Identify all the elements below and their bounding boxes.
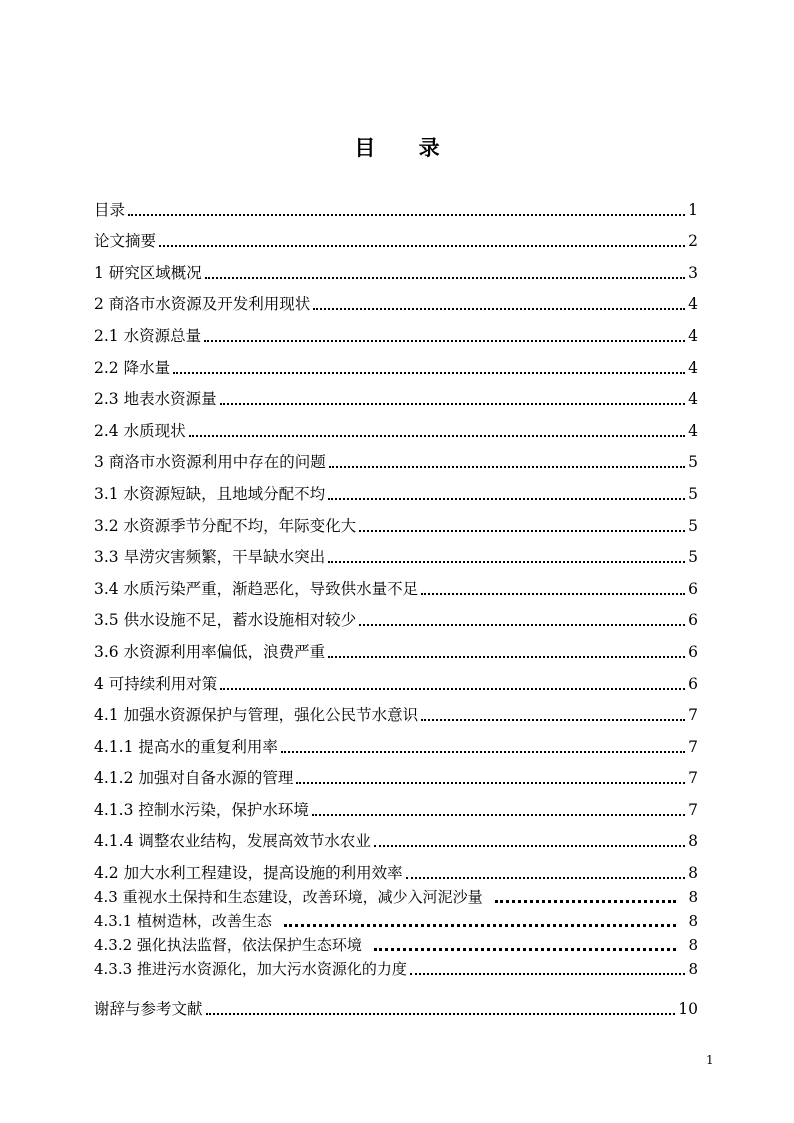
toc-entry[interactable] [94, 662, 698, 694]
toc-leader-dots [159, 245, 685, 247]
toc-leader-dots [281, 751, 685, 753]
toc-entry-label: 3.5 供水设施不足，蓄水设施相对较少 [94, 611, 357, 630]
toc-entry[interactable] [94, 409, 698, 441]
toc-entry-page: 4 [688, 358, 698, 377]
toc-entry-label: 3.6 水资源利用率偏低，浪费严重 [94, 642, 326, 661]
toc-entry-label: 4.1 加强水资源保护与管理，强化公民节水意识 [94, 706, 419, 725]
toc-leader-dots [189, 435, 685, 437]
toc-entry-label: 2.1 水资源总量 [94, 326, 202, 345]
toc-entry-label: 4.1.2 加强对自备水源的管理 [94, 769, 294, 788]
toc-entry-label: 3.1 水资源短缺，且地域分配不均 [94, 484, 326, 503]
toc-entry[interactable] [94, 220, 698, 252]
toc-entry-label: 2.2 降水量 [94, 358, 171, 377]
toc-leader-dots [421, 593, 685, 595]
toc-entry-page: 8 [688, 936, 698, 955]
toc-entry-page: 7 [688, 769, 698, 788]
toc-entry-label: 3.4 水质污染严重，渐趋恶化，导致供水量不足 [94, 579, 419, 598]
toc-entry-page: 8 [688, 960, 698, 979]
toc-entry-label: 谢辞与参考文献 [94, 1000, 203, 1019]
toc-entry-label: 2.3 地表水资源量 [94, 390, 217, 409]
toc-entry-page: 5 [688, 548, 698, 567]
toc-entry-page: 4 [688, 326, 698, 345]
toc-leader-dots [296, 782, 685, 784]
toc-entry[interactable] [94, 757, 698, 789]
toc-leader-dots [328, 656, 685, 658]
toc-leader-dots [313, 308, 685, 310]
toc-leader-dots [206, 1013, 676, 1015]
toc-leader-dots [359, 624, 685, 626]
toc-entry-label: 4.3.3 推进污水资源化，加大污水资源化的力度 [94, 960, 407, 979]
toc-entry-label: 4.3 重视水土保持和生态建设，改善环境，减少入河泥沙量 [94, 888, 483, 907]
toc-leader-dots [374, 948, 676, 951]
toc-entry[interactable] [94, 536, 698, 568]
toc-entry[interactable] [94, 251, 698, 283]
toc-entry-page: 4 [688, 421, 698, 440]
toc-entry[interactable] [94, 694, 698, 726]
toc-entry[interactable] [94, 283, 698, 315]
table-of-contents [94, 188, 698, 1019]
toc-leader-dots [284, 924, 676, 927]
toc-entry-page: 8 [688, 832, 698, 851]
toc-leader-dots [128, 214, 685, 216]
toc-entry-page: 4 [688, 390, 698, 409]
toc-entry-page: 8 [688, 864, 698, 883]
toc-entry-page: 5 [688, 453, 698, 472]
toc-entry-page: 7 [688, 737, 698, 756]
toc-entry-label: 4.3.2 强化执法监督，依法保护生态环境 [94, 936, 362, 955]
toc-leader-dots [220, 688, 685, 690]
toc-entry[interactable] [94, 851, 698, 883]
page-title: 目 录 [354, 136, 458, 160]
toc-entry[interactable] [94, 599, 698, 631]
toc-entry-label: 2.4 水质现状 [94, 421, 186, 440]
toc-entry-page: 7 [688, 800, 698, 819]
toc-entry[interactable] [94, 188, 698, 220]
footer-page-number: 1 [706, 1053, 714, 1067]
toc-entry[interactable] [94, 567, 698, 599]
toc-entry[interactable] [94, 955, 698, 979]
toc-entry[interactable] [94, 788, 698, 820]
toc-leader-dots [220, 403, 685, 405]
toc-leader-dots [173, 372, 685, 374]
toc-entry[interactable] [94, 504, 698, 536]
toc-entry[interactable] [94, 883, 698, 907]
toc-entry[interactable] [94, 472, 698, 504]
toc-entry[interactable] [94, 346, 698, 378]
toc-entry-label: 4.1.3 控制水污染，保护水环境 [94, 800, 309, 819]
toc-leader-dots [328, 561, 685, 563]
toc-leader-dots [410, 973, 685, 975]
toc-entry-label: 3.2 水资源季节分配不均，年际变化大 [94, 516, 357, 535]
toc-entry-label: 目录 [94, 200, 126, 219]
toc-entry-label: 2 商洛市水资源及开发利用现状 [94, 295, 311, 314]
toc-entry-page: 6 [688, 642, 698, 661]
toc-leader-dots [374, 845, 685, 847]
toc-leader-dots [421, 719, 685, 721]
toc-leader-dots [204, 340, 685, 342]
toc-entry-page: 2 [688, 232, 698, 251]
toc-entry-page: 6 [688, 674, 698, 693]
toc-entry-label: 4.1.4 调整农业结构，发展高效节水农业 [94, 832, 371, 851]
toc-entry-page: 8 [688, 888, 698, 907]
toc-entry-page: 6 [688, 579, 698, 598]
toc-entry-page: 5 [688, 516, 698, 535]
toc-entry[interactable] [94, 931, 698, 955]
toc-entry-page: 8 [688, 912, 698, 931]
toc-leader-dots [329, 466, 685, 468]
toc-leader-dots [406, 877, 685, 879]
toc-entry-label: 论文摘要 [94, 232, 157, 251]
toc-entry-page: 7 [688, 706, 698, 725]
toc-entry-label: 3.3 旱涝灾害频繁，干旱缺水突出 [94, 548, 326, 567]
toc-entry-label: 4.2 加大水利工程建设，提高设施的利用效率 [94, 864, 403, 883]
toc-entry-label: 1 研究区域概况 [94, 263, 202, 282]
toc-entry-page: 3 [688, 263, 698, 282]
toc-entry-label: 4.3.1 植树造林，改善生态 [94, 912, 272, 931]
toc-entry[interactable] [94, 441, 698, 473]
toc-entry-label: 4.1.1 提高水的重复利用率 [94, 737, 278, 756]
toc-leader-dots [328, 498, 685, 500]
toc-entry[interactable] [94, 725, 698, 757]
toc-entry[interactable] [94, 907, 698, 931]
toc-leader-dots [359, 530, 685, 532]
toc-entry-page: 1 [688, 200, 698, 219]
toc-entry[interactable] [94, 630, 698, 662]
toc-entry-page: 4 [688, 295, 698, 314]
toc-leader-dots [312, 814, 685, 816]
toc-leader-dots [205, 277, 685, 279]
toc-entry[interactable] [94, 820, 698, 852]
toc-entry-label: 4 可持续利用对策 [94, 674, 218, 693]
toc-entry-label: 3 商洛市水资源利用中存在的问题 [94, 453, 326, 472]
toc-entry[interactable] [94, 979, 698, 1019]
toc-entry-page: 6 [688, 611, 698, 630]
toc-entry-page: 5 [688, 484, 698, 503]
toc-entry-page: 10 [678, 1000, 698, 1019]
toc-leader-dots [495, 900, 676, 903]
toc-entry[interactable] [94, 378, 698, 410]
toc-entry[interactable] [94, 314, 698, 346]
